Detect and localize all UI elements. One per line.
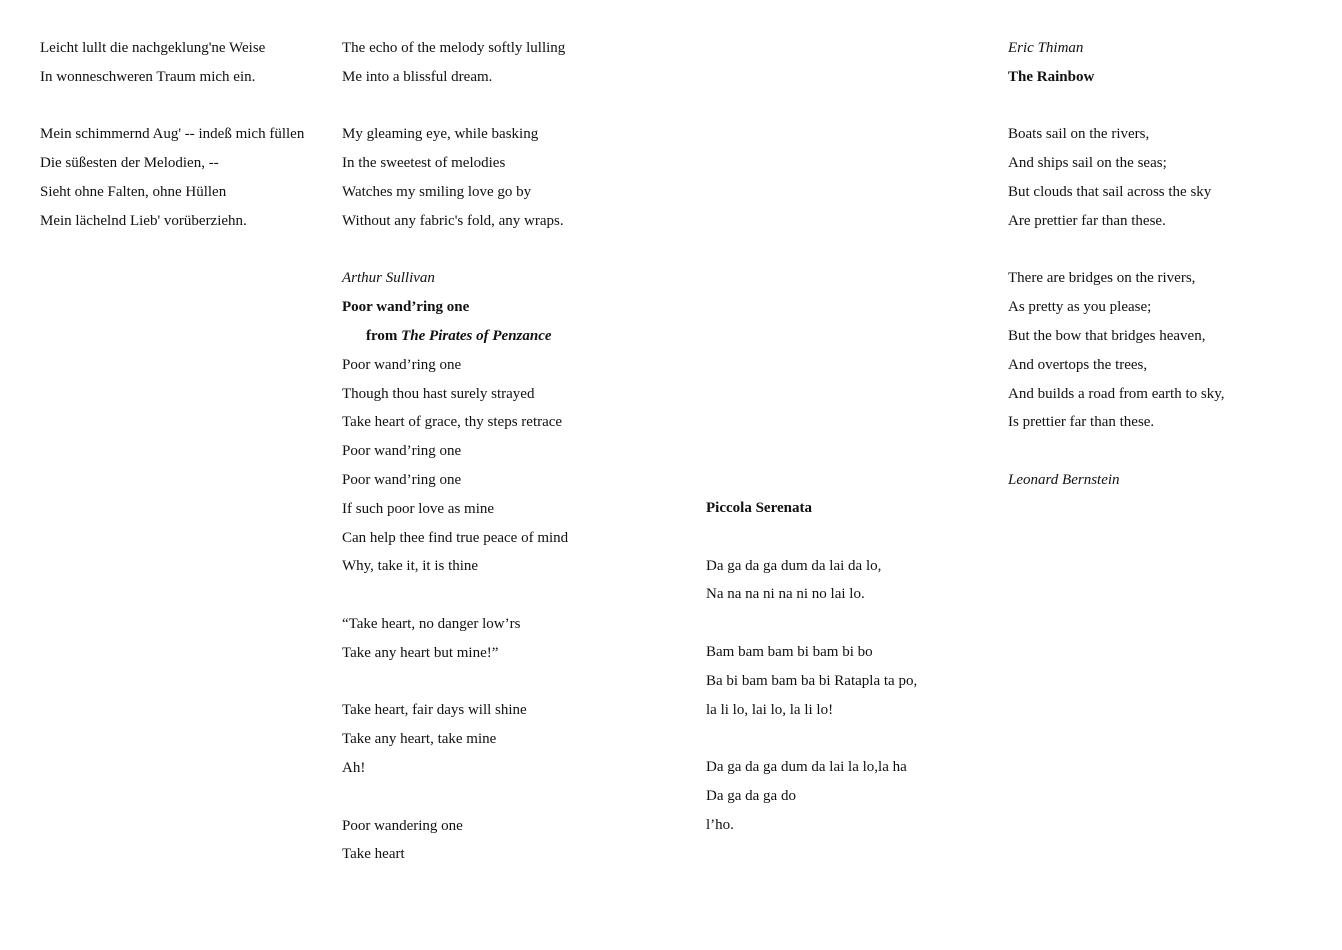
lyric-line: And builds a road from earth to sky, [1008,385,1225,402]
stanza-gap [342,92,568,121]
lyric-line: “Take heart, no danger low’rs [342,615,521,632]
rainbow-column [1008,34,1224,495]
lyric-line: Take heart of grace, thy steps retrace [342,414,563,431]
source-prefix: from [366,327,402,344]
lyric-line: la li lo, lai lo, la li lo! [706,701,834,718]
stanza-gap [1008,437,1224,466]
song-title: The Rainbow [1008,68,1095,85]
lyric-line: Die süßesten der Melodien, -- [40,155,219,172]
stanza-gap [706,724,917,753]
translation-line: The echo of the melody softly lulling [342,40,566,56]
stanza-gap [706,523,917,552]
song-title: Piccola Serenata [706,500,812,516]
lyric-line: If such poor love as mine [342,500,495,517]
composer-name: Arthur Sullivan [342,270,435,287]
lyric-line: Take any heart, take mine [342,731,497,748]
lyric-line: Are prettier far than these. [1008,212,1166,229]
lyric-line: Poor wand’ring one [342,471,462,488]
stanza-gap [342,236,568,265]
lyric-line: In wonneschweren Traum mich ein. [40,68,256,85]
composer-name: Eric Thiman [1008,40,1084,56]
stanza-gap [342,783,568,812]
german-lyrics-column [40,34,304,236]
lyric-line: Poor wandering one [342,817,463,834]
lyric-line: Da ga da ga dum da lai la lo,la ha [706,759,907,776]
lyric-line: Though thou hast surely strayed [342,385,535,402]
stanza-gap [1008,236,1224,265]
lyric-line: But clouds that sail across the sky [1008,183,1212,200]
lyric-line: But the bow that bridges heaven, [1008,327,1206,344]
lyric-line: Bam bam bam bi bam bi bo [706,643,873,660]
lyric-line: Leicht lullt die nachgeklung'ne Weise [40,40,266,56]
stanza-gap [1008,92,1224,121]
lyric-line: Ba bi bam bam ba bi Ratapla ta po, [706,672,918,689]
lyric-line: Can help thee find true peace of mind [342,529,569,546]
lyric-line: Da ga da ga do [706,787,796,804]
lyric-line: Take heart [342,846,405,863]
source-work-title: The Pirates of Penzance [401,327,552,344]
lyric-line: And overtops the trees, [1008,356,1148,373]
translation-line: My gleaming eye, while basking [342,126,539,143]
lyric-line: Take heart, fair days will shine [342,702,527,719]
lyric-line: Take any heart but mine!” [342,644,499,661]
lyric-line: As pretty as you please; [1008,299,1152,316]
stanza-gap [342,668,568,697]
lyric-line: There are bridges on the rivers, [1008,270,1196,287]
translation-line: Me into a blissful dream. [342,68,493,85]
stanza-gap [40,92,304,121]
song-title: Poor wand’ring one [342,299,470,316]
lyric-line: Mein lächelnd Lieb' vorüberziehn. [40,212,247,229]
translation-line: Watches my smiling love go by [342,183,532,200]
lyric-line: Boats sail on the rivers, [1008,126,1150,143]
lyric-line: l’ho. [706,816,734,833]
lyric-line: Ah! [342,759,366,776]
song-source [342,322,568,351]
lyric-line: Mein schimmernd Aug' -- indeß mich füllen [40,126,305,143]
stanza-gap [706,609,917,638]
stanza-gap [342,581,568,610]
lyric-line: Is prettier far than these. [1008,414,1155,431]
composer-name: Leonard Bernstein [1008,471,1120,488]
lyric-line: Na na na ni na ni no lai lo. [706,586,865,603]
lyric-line: Why, take it, it is thine [342,558,479,575]
lyric-line: Da ga da ga dum da lai da lo, [706,557,882,574]
serenata-column [706,494,917,840]
lyric-line: Poor wand’ring one [342,356,462,373]
translation-line: Without any fabric's fold, any wraps. [342,212,564,229]
translation-and-sullivan-column [342,34,568,869]
lyric-line: Poor wand’ring one [342,443,462,460]
lyric-line: And ships sail on the seas; [1008,155,1167,172]
lyric-line: Sieht ohne Falten, ohne Hüllen [40,183,227,200]
translation-line: In the sweetest of melodies [342,155,506,172]
